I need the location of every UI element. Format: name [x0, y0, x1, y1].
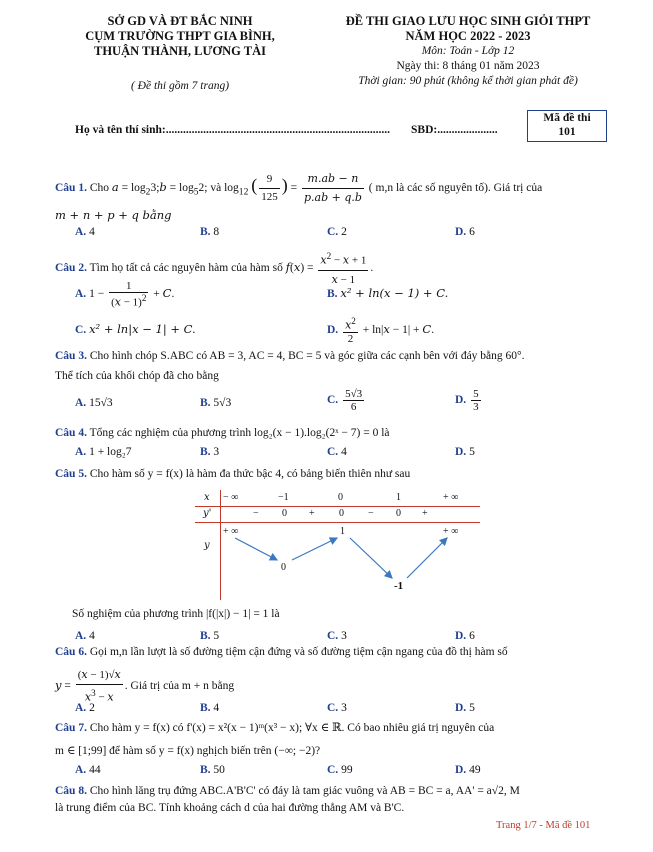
- q3-option-d[interactable]: D. $\frac{5}{3}$: [455, 388, 479, 413]
- question-text: Số nghiệm của phương trình |f(|x|) − 1| = 1 là: [72, 608, 280, 620]
- exam-code-box: [527, 110, 607, 142]
- school-cluster-line2: THUẬN THÀNH, LƯƠNG TÀI: [93, 44, 266, 58]
- subject: Môn: Toán - Lớp 12: [421, 45, 515, 57]
- exam-code-value: 101: [558, 126, 576, 138]
- q2-option-c[interactable]: C. x² + ln|x − 1| + C.: [75, 322, 196, 336]
- question-7-line2: [55, 743, 603, 760]
- q5-option-c[interactable]: C. 3: [327, 630, 347, 642]
- school-year: NĂM HỌC 2022 - 2023: [405, 29, 531, 43]
- vt-sign: +: [422, 508, 428, 519]
- q4-option-b[interactable]: B. 3: [200, 446, 220, 458]
- header-right: [318, 14, 618, 89]
- question-8-line2: [55, 800, 603, 817]
- question-text: Thể tích của khối chóp đã cho bằng: [55, 370, 219, 382]
- exam-date: Ngày thi: 8 tháng 01 năm 2023: [396, 60, 540, 72]
- question-text: Gọi m,n lần lượt là số đường tiệm cận đứng và số đường tiệm cận ngang của đồ thị hàm số: [89, 646, 508, 658]
- exam-duration: Thời gian: 90 phút (không kể thời gian phát đề): [358, 75, 578, 87]
- q5-option-a[interactable]: A. 4: [75, 630, 95, 642]
- q4-option-a[interactable]: A. 1 + log₂7: [75, 446, 132, 458]
- question-label: Câu 5.: [55, 468, 87, 480]
- q7-option-c[interactable]: C. 99: [327, 764, 353, 776]
- question-4: [55, 425, 603, 442]
- question-text: Cho hình lăng trụ đứng ABC.A'B'C' có đáy là tam giác vuông và AB = BC = a, AA' = a√2, M: [89, 785, 520, 797]
- vt-y-value: + ∞: [443, 526, 459, 537]
- vt-y-value: 1: [340, 526, 345, 537]
- question-text: m ∈ [1;99] để hàm số y = f(x) nghịch biến trên (−∞; −2)?: [55, 745, 321, 757]
- vt-y-value: -1: [394, 580, 404, 592]
- q6-option-d[interactable]: D. 5: [455, 702, 475, 714]
- variation-table: [195, 490, 480, 600]
- question-label: Câu 1.: [55, 182, 87, 195]
- q6-option-c[interactable]: C. 3: [327, 702, 347, 714]
- question-text: Tổng các nghiệm của phương trình log₂(x − 1).log₂(2ˣ − 7) = 0 là: [89, 427, 390, 439]
- q4-option-d[interactable]: D. 5: [455, 446, 475, 458]
- question-text: Cho hàm số y = f(x) là hàm đa thức bậc 4, có bảng biến thiên như sau: [89, 468, 411, 480]
- page-count-note: ( Đề thi gồm 7 trang): [130, 80, 230, 92]
- exam-code-label: Mã đề thi: [543, 112, 591, 124]
- vt-sign: −: [253, 508, 259, 519]
- question-2: Câu 2. Tìm họ tất cả các nguyên hàm của hàm số f(x) = $\frac{x^2 - x + 1}{x - 1}$ .: [55, 248, 603, 289]
- question-8: [55, 783, 603, 800]
- question-text: là trung điểm của BC. Tính khoảng cách d của hai đường thẳng AM và B'C.: [55, 802, 405, 814]
- page-footer: Trang 1/7 - Mã đề 101: [496, 820, 591, 831]
- q4-option-c[interactable]: C. 4: [327, 446, 347, 458]
- candidate-name-line[interactable]: Họ và tên thí sinh:..............................................................................: [75, 124, 390, 136]
- question-text-tail: ( m,n là các số nguyên tố). Giá trị của: [368, 182, 543, 195]
- question-5-line2: [72, 606, 603, 623]
- arrow-up-icon: [292, 538, 337, 560]
- question-text: Cho hàm y = f(x) có f'(x) = x²(x − 1)ᵐ(x³ − x); ∀x ∈ ℝ. Có bao nhiêu giá trị nguyên của: [89, 722, 495, 734]
- question-3: [55, 348, 603, 365]
- q5-option-b[interactable]: B. 5: [200, 630, 220, 642]
- question-label: Câu 4.: [55, 427, 87, 439]
- q2-option-b[interactable]: B. x² + ln(x − 1) + C.: [327, 286, 449, 300]
- question-text: Tìm họ tất cả các nguyên hàm của hàm số: [89, 261, 283, 274]
- vt-sign: 0: [282, 508, 287, 519]
- question-6-line2: y = $\frac{(x - 1)√x}{x^3 - x}$ . Giá trị của m + n bằng: [55, 668, 235, 704]
- q2-option-d[interactable]: D. $\frac{x^2}{2}$ + ln|x − 1| + C.: [327, 316, 435, 345]
- header-left: [60, 14, 300, 59]
- vt-arrows: [195, 490, 480, 600]
- question-6: [55, 644, 603, 661]
- vt-x-value: −1: [278, 492, 289, 503]
- vt-y-value: + ∞: [223, 526, 239, 537]
- q1-option-d[interactable]: D. 6: [455, 226, 475, 238]
- q7-option-a[interactable]: A. 44: [75, 764, 101, 776]
- question-7: [55, 720, 603, 737]
- vt-x-value: 0: [338, 492, 343, 503]
- vt-y-value: 0: [281, 562, 286, 573]
- vt-sign: 0: [396, 508, 401, 519]
- question-text: Cho hình chóp S.ABC có AB = 3, AC = 4, BC = 5 và góc giữa các cạnh bên với đáy bằng 60°.: [89, 350, 525, 362]
- vt-y-label: y: [204, 540, 210, 551]
- question-label: Câu 8.: [55, 785, 87, 797]
- arrow-down-icon: [350, 538, 392, 578]
- school-cluster-line1: CỤM TRƯỜNG THPT GIA BÌNH,: [85, 29, 275, 43]
- exam-title: ĐỀ THI GIAO LƯU HỌC SINH GIỎI THPT: [345, 14, 591, 28]
- q6-option-a[interactable]: A. 2: [75, 702, 95, 714]
- q5-option-d[interactable]: D. 6: [455, 630, 475, 642]
- question-text: Cho: [89, 182, 109, 195]
- vt-sign: +: [309, 508, 315, 519]
- vt-sign: −: [368, 508, 374, 519]
- question-text: m + n + p + q bằng: [55, 208, 172, 222]
- question-1-line2: [55, 207, 603, 225]
- question-label: Câu 2.: [55, 261, 87, 274]
- q1-option-b[interactable]: B. 8: [200, 226, 220, 238]
- question-label: Câu 7.: [55, 722, 87, 734]
- vt-x-value: + ∞: [443, 492, 459, 503]
- vt-x-value: 1: [396, 492, 401, 503]
- vt-yprime-label: y': [203, 508, 212, 519]
- question-label: Câu 6.: [55, 646, 87, 658]
- q2-option-a[interactable]: A. 1 − $\frac{1}{(x - 1)^2}$ + C.: [75, 280, 175, 309]
- q7-option-d[interactable]: D. 49: [455, 764, 481, 776]
- q7-option-b[interactable]: B. 50: [200, 764, 225, 776]
- q3-option-b[interactable]: B. 5√3: [200, 397, 232, 409]
- question-3-line2: [55, 368, 603, 385]
- department-name: SỞ GD VÀ ĐT BẮC NINH: [107, 14, 253, 28]
- q1-option-a[interactable]: A. 4: [75, 226, 95, 238]
- question-label: Câu 3.: [55, 350, 87, 362]
- arrow-down-icon: [235, 538, 277, 560]
- candidate-sbd-line[interactable]: SBD:.....................: [411, 124, 498, 136]
- arrow-up-icon: [407, 538, 447, 578]
- q3-option-a[interactable]: A. 15√3: [75, 397, 113, 409]
- q3-option-c[interactable]: C. $\frac{5√3}{6}$: [327, 388, 363, 413]
- question-text: . Giá trị của m + n bằng: [124, 679, 235, 692]
- q6-option-b[interactable]: B. 4: [200, 702, 220, 714]
- question-1: Câu 1. Cho $a = \log_23;b = \log_52$; và $\log_{12}$ ( $\frac{9}{125}$ ) = $\frac{m.ab - n}{p.ab + q.b}$ ( m,n là các số nguyên tố). Giá trị của: [55, 172, 543, 204]
- vt-x-value: − ∞: [223, 492, 239, 503]
- vt-x-label: x: [204, 492, 210, 503]
- question-5: [55, 466, 603, 483]
- q1-option-c[interactable]: C. 2: [327, 226, 347, 238]
- vt-sign: 0: [339, 508, 344, 519]
